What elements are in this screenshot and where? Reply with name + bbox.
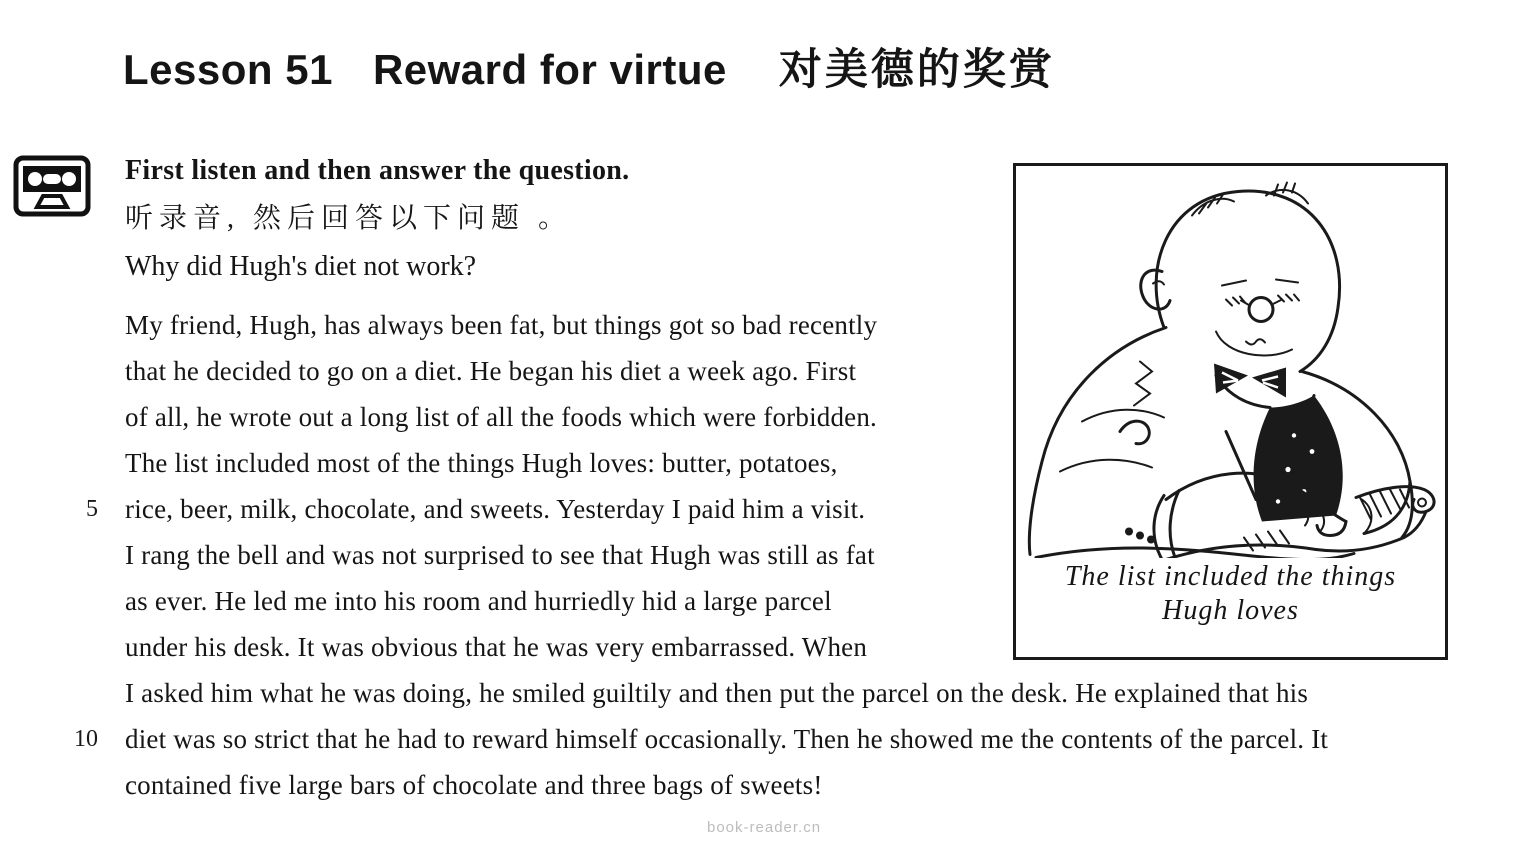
line-number [0,348,98,394]
passage-line [0,762,1515,808]
line-text: diet was so strict that he had to reward himself occasionally. Then he showed me the contents of the parcel. It [125,724,1329,754]
listening-instruction-chinese: 听录音, 然后回答以下问题 。 [125,203,573,234]
comprehension-question: Why did Hugh's diet not work? [125,251,477,282]
line-number [0,440,98,486]
line-number [0,578,98,624]
line-number [0,624,98,670]
lesson-title-english: Reward for virtue [372,46,727,93]
line-number [0,394,98,440]
line-text: contained five large bars of chocolate and three bags of sweets! [125,770,823,800]
cassette-tape-icon [13,155,91,221]
instruction-block [125,147,629,291]
line-text: My friend, Hugh, has always been fat, but things got so bad recently [125,310,878,340]
line-number: 5 [86,496,98,522]
line-text: as ever. He led me into his room and hurriedly hid a large parcel [125,586,832,616]
passage-line [0,670,1515,716]
line-text: rice, beer, milk, chocolate, and sweets. Yesterday I paid him a visit. [125,494,866,524]
line-number [0,302,98,348]
passage-line [0,716,1515,762]
lesson-title-row [123,36,1055,97]
line-number [0,532,98,578]
figure-caption-line2: Hugh loves [1162,595,1299,626]
line-number: 10 [74,726,98,752]
line-text: under his desk. It was obvious that he was very embarrassed. When [125,632,868,662]
figure-caption-line1: The list included the things [1064,561,1397,592]
lesson-title-chinese: 对美德的奖赏 [778,46,1055,94]
hugh-cartoon-illustration [1016,166,1445,558]
line-text: I rang the bell and was not surprised to see that Hugh was still as fat [125,540,875,570]
line-text: of all, he wrote out a long list of all the foods which were forbidden. [125,402,878,432]
line-number [0,670,98,716]
line-text: The list included most of the things Hugh loves: butter, potatoes, [125,448,838,478]
lesson-number-label: Lesson 51 [123,46,333,93]
watermark-text: book-reader.cn [707,819,822,836]
line-text: that he decided to go on a diet. He began his diet a week ago. First [125,356,857,386]
line-number [0,762,98,808]
listening-instruction: First listen and then answer the question. [125,155,630,186]
illustration-figure [1013,163,1448,660]
line-text: I asked him what he was doing, he smiled guiltily and then put the parcel on the desk. He explained that his [125,678,1309,708]
figure-caption [1016,560,1445,628]
